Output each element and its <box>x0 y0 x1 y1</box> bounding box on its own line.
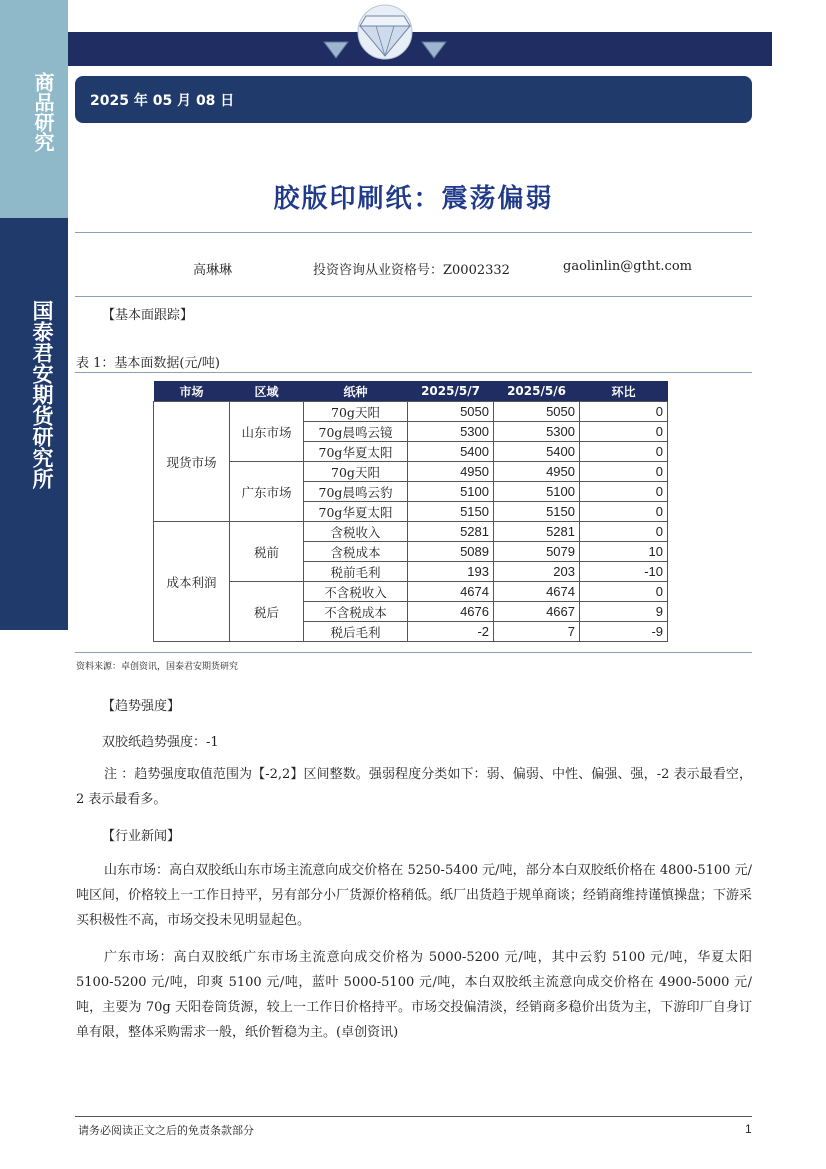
region-cell: 山东市场 <box>230 402 304 462</box>
value-cell: 5079 <box>494 542 580 562</box>
news-shandong: 山东市场：高白双胶纸山东市场主流意向成交价格在 5250-5400 元/吨，部分本白双胶纸价格在 4800-5100 元/吨区间，价格较上一工作日持平，另有部分小厂货源价格稍低。纸厂出货趋于规单商谈；经销商维持谨慎操盘；下游采买积极性不高，市场交投未见明显起色。 <box>76 863 753 928</box>
item-cell: 不含税收入 <box>304 582 408 602</box>
region-cell: 税后 <box>230 582 304 642</box>
value-cell: 5400 <box>494 442 580 462</box>
group-cell: 现货市场 <box>154 402 230 522</box>
item-cell: 70g华夏太阳 <box>304 442 408 462</box>
author-divider <box>75 296 752 297</box>
news-guangdong: 广东市场：高白双胶纸广东市场主流意向成交价格为 5000-5200 元/吨，其中云豹 5100 元/吨，华夏太阳 5100-5200 元/吨，印爽 5100 元/吨，蓝叶 5000-5100 元/吨，本白双胶纸主流意向成交价格在 4900-5000 元/吨，主要为 70g 天阳卷筒货源，较上一工作日价格持平。市场交投偏清淡，经销商多稳价出货为主，下游印厂自身订单有限，整体采购需求一般，纸价暂稳为主。(卓创资讯) <box>76 950 752 1040</box>
value-cell: 5100 <box>408 482 494 502</box>
sidebar-category-label: 商品研究 <box>31 72 55 152</box>
author-email: gaolinlin@gtht.com <box>563 259 692 274</box>
caption-divider <box>75 372 752 373</box>
change-cell: 10 <box>580 542 668 562</box>
value-cell: 5281 <box>494 522 580 542</box>
change-cell: 0 <box>580 462 668 482</box>
section-news: 【行业新闻】 <box>102 829 181 844</box>
change-cell: -9 <box>580 622 668 642</box>
value-cell: 4674 <box>408 582 494 602</box>
table-caption: 表 1：基本面数据(元/吨) <box>76 356 220 371</box>
report-title: 胶版印刷纸：震荡偏弱 <box>273 184 554 214</box>
value-cell: 5089 <box>408 542 494 562</box>
value-cell: 5150 <box>494 502 580 522</box>
author-cert: 投资咨询从业资格号：Z0002332 <box>313 263 510 278</box>
change-cell: 0 <box>580 402 668 422</box>
title-divider <box>75 232 752 233</box>
author-name: 高琳琳 <box>193 263 233 278</box>
item-cell: 税前毛利 <box>304 562 408 582</box>
item-cell: 不含税成本 <box>304 602 408 622</box>
diamond-logo-icon <box>318 4 452 60</box>
value-cell: -2 <box>408 622 494 642</box>
item-cell: 70g晨鸣云豹 <box>304 482 408 502</box>
value-cell: 5300 <box>408 422 494 442</box>
region-cell: 广东市场 <box>230 462 304 522</box>
value-cell: 5050 <box>408 402 494 422</box>
change-cell: 0 <box>580 502 668 522</box>
change-cell: 0 <box>580 442 668 462</box>
table-header-cell: 2025/5/7 <box>408 381 494 402</box>
value-cell: 4674 <box>494 582 580 602</box>
table-header-cell: 市场 <box>154 381 230 402</box>
trend-note: 注 ：趋势强度取值范围为【-2,2】区间整数。强弱程度分类如下：弱、偏弱、中性、偏强、强，-2 表示最看空，2 表示最看多。 <box>76 767 752 807</box>
value-cell: 5150 <box>408 502 494 522</box>
item-cell: 70g天阳 <box>304 462 408 482</box>
region-cell: 税前 <box>230 522 304 582</box>
table-header-cell: 环比 <box>580 381 668 402</box>
value-cell: 7 <box>494 622 580 642</box>
footer-divider <box>75 1116 752 1117</box>
value-cell: 5281 <box>408 522 494 542</box>
change-cell: 0 <box>580 482 668 502</box>
item-cell: 70g华夏太阳 <box>304 502 408 522</box>
footer-disclaimer: 请务必阅读正文之后的免责条款部分 <box>78 1124 254 1137</box>
date-bar <box>75 76 752 123</box>
table-header-cell: 2025/5/6 <box>494 381 580 402</box>
table-header-row <box>154 381 668 402</box>
value-cell: 4676 <box>408 602 494 622</box>
value-cell: 4667 <box>494 602 580 622</box>
change-cell: 9 <box>580 602 668 622</box>
page-number: 1 <box>745 1122 752 1136</box>
trend-value: 双胶纸趋势强度：-1 <box>102 735 219 750</box>
report-date: 2025 年 05 月 08 日 <box>90 93 235 109</box>
change-cell: -10 <box>580 562 668 582</box>
item-cell: 税后毛利 <box>304 622 408 642</box>
sidebar-company-label: 国泰君安期货研究所 <box>30 300 54 489</box>
value-cell: 5300 <box>494 422 580 442</box>
group-cell: 成本利润 <box>154 522 230 642</box>
section-trend: 【趋势强度】 <box>102 699 181 714</box>
change-cell: 0 <box>580 422 668 442</box>
fundamentals-table <box>153 381 668 642</box>
value-cell: 193 <box>408 562 494 582</box>
item-cell: 含税成本 <box>304 542 408 562</box>
value-cell: 4950 <box>494 462 580 482</box>
item-cell: 含税收入 <box>304 522 408 542</box>
value-cell: 5100 <box>494 482 580 502</box>
table-row <box>154 582 668 602</box>
table-header-cell: 区域 <box>230 381 304 402</box>
table-header-cell: 纸种 <box>304 381 408 402</box>
table-row <box>154 522 668 542</box>
table-divider <box>75 652 752 653</box>
section-fundamentals: 【基本面跟踪】 <box>102 308 194 323</box>
source-note: 资料来源：卓创资讯，国泰君安期货研究 <box>76 662 239 672</box>
table-row <box>154 402 668 422</box>
value-cell: 5050 <box>494 402 580 422</box>
value-cell: 4950 <box>408 462 494 482</box>
change-cell: 0 <box>580 522 668 542</box>
value-cell: 5400 <box>408 442 494 462</box>
item-cell: 70g晨鸣云镜 <box>304 422 408 442</box>
item-cell: 70g天阳 <box>304 402 408 422</box>
table-row <box>154 462 668 482</box>
value-cell: 203 <box>494 562 580 582</box>
change-cell: 0 <box>580 582 668 602</box>
